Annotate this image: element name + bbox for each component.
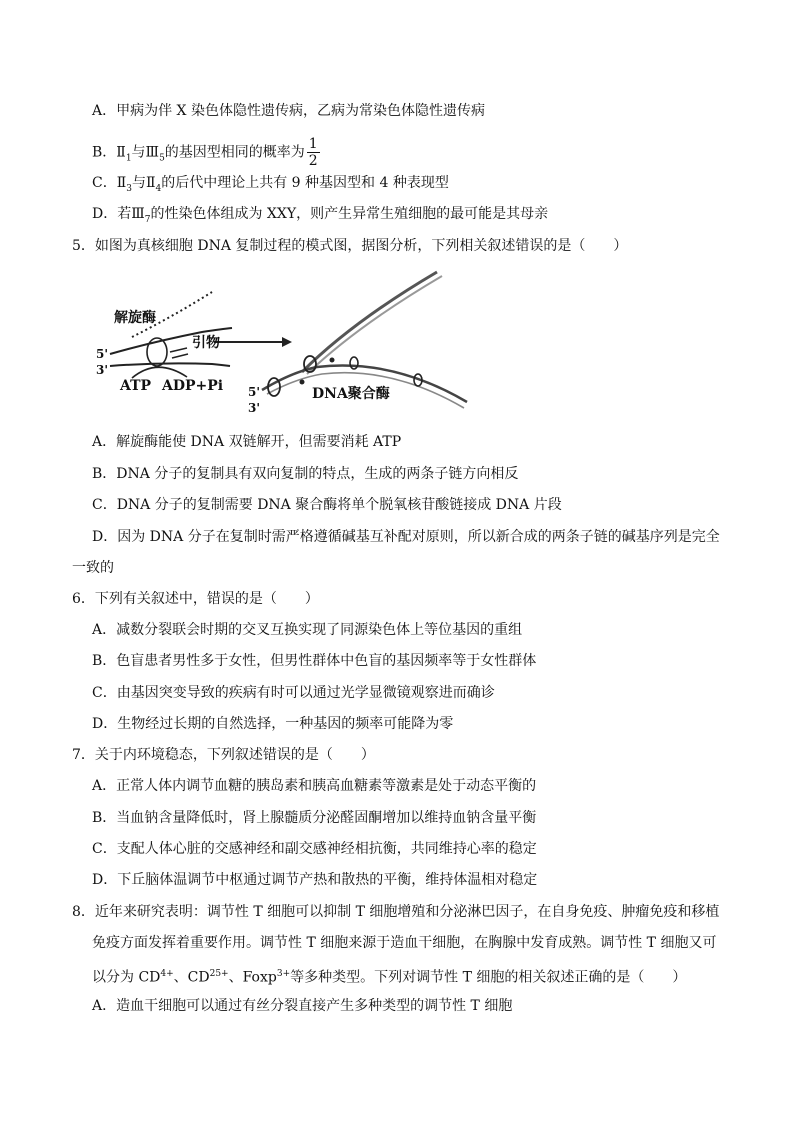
label-primer: 引物 [192, 335, 220, 351]
process-arrowhead [282, 337, 292, 347]
label-atp: ATP [120, 378, 152, 394]
q8-stem-line2: 免疫方面发挥着重要作用。调节性 T 细胞来源于造血干细胞，在胸腺中发育成熟。调节性 T 细胞又可 [92, 935, 717, 951]
q8-option-a: A．造血干细胞可以通过有丝分裂直接产生多种类型的调节性 T 细胞 [92, 998, 513, 1014]
q5-option-a: A．解旋酶能使 DNA 双链解开，但需要消耗 ATP [92, 434, 402, 450]
q6-option-d: D．生物经过长期的自然选择，一种基因的频率可能降为零 [92, 716, 454, 732]
polymerase-dot [300, 380, 305, 385]
label-5prime-left: 5' [96, 347, 109, 361]
q5-option-b: B．DNA 分子的复制具有双向复制的特点，生成的两条子链方向相反 [92, 466, 519, 482]
polymerase-ring-3 [350, 357, 358, 369]
q5-option-d: D．因为 DNA 分子在复制时需严格遵循碱基互补配对原则，所以新合成的两条子链的碱基序列是完全 [92, 529, 720, 545]
q7-stem: 7．关于内环境稳态，下列叙述错误的是（ ） [72, 747, 375, 763]
q7-option-b: B．当血钠含量降低时，肾上腺髓质分泌醛固酮增加以维持血钠含量平衡 [92, 810, 537, 826]
dna-replication-diagram [92, 262, 472, 422]
polymerase-ring-2 [268, 378, 280, 396]
q5-stem: 5．如图为真核细胞 DNA 复制过程的模式图，据图分析，下列相关叙述错误的是（ ） [72, 238, 628, 254]
q4-option-a: A．甲病为伴 X 染色体隐性遗传病，乙病为常染色体隐性遗传病 [92, 103, 485, 119]
q6-option-a: A．减数分裂联会时期的交叉互换实现了同源染色体上等位基因的重组 [92, 622, 523, 638]
polymerase-dot-2 [330, 358, 335, 363]
q7-option-a: A．正常人体内调节血糖的胰岛素和胰高血糖素等激素是处于动态平衡的 [92, 778, 537, 794]
q4-option-d: D．若$Ⅲ_7$的性染色体组成为 XXY，则产生异常生殖细胞的最可能是其母亲 [92, 206, 549, 225]
left-strand-bottom [110, 363, 230, 366]
q6-option-b: B．色盲患者男性多于女性，但男性群体中色盲的基因频率等于女性群体 [92, 653, 537, 669]
q4-option-b: B．$Ⅱ_1$与$Ⅲ_5$的基因型相同的概率为 $\frac{1}{2}$ [92, 136, 318, 169]
label-3prime-right: 3' [248, 401, 261, 415]
fraction-one-half: $\frac{1}{2}$ [308, 136, 318, 169]
q8-stem-line1: 8．近年来研究表明：调节性 T 细胞可以抑制 T 细胞增殖和分泌淋巴因子，在自身免疫、肿瘤免疫和移植 [72, 904, 720, 920]
q5-option-c: C．DNA 分子的复制需要 DNA 聚合酶将单个脱氧核苷酸链接成 DNA 片段 [92, 497, 562, 513]
q6-stem: 6．下列有关叙述中，错误的是（ ） [72, 591, 319, 607]
q4-option-c: C．$Ⅱ_3$与$Ⅱ_4$的后代中理论上共有 9 种基因型和 4 种表现型 [92, 175, 449, 194]
label-5prime-right: 5' [248, 385, 261, 399]
label-3prime-left: 3' [96, 363, 109, 377]
primer-mark [170, 348, 188, 358]
atp-arrow [132, 367, 187, 378]
label-dna-polymerase: DNA聚合酶 [312, 386, 390, 402]
right-strand-2 [307, 276, 442, 374]
q5-option-d-cont: 一致的 [72, 560, 114, 576]
q8-stem-line3: 以分为 $CD^{4+}$、$CD^{25+}$、Foxp$^{3+}$等多种类型。下列对调节性 T 细胞的相关叙述正确的是（ ） [92, 969, 687, 986]
q7-option-c: C．支配人体心脏的交感神经和副交感神经相抗衡，共同维持心率的稳定 [92, 841, 537, 857]
q6-option-c: C．由基因突变导致的疾病有时可以通过光学显微镜观察进而确诊 [92, 685, 495, 701]
label-helicase: 解旋酶 [114, 310, 156, 326]
q7-option-d: D．下丘脑体温调节中枢通过调节产热和散热的平衡，维持体温相对稳定 [92, 872, 538, 888]
label-adp: ADP+Pi [162, 378, 224, 394]
